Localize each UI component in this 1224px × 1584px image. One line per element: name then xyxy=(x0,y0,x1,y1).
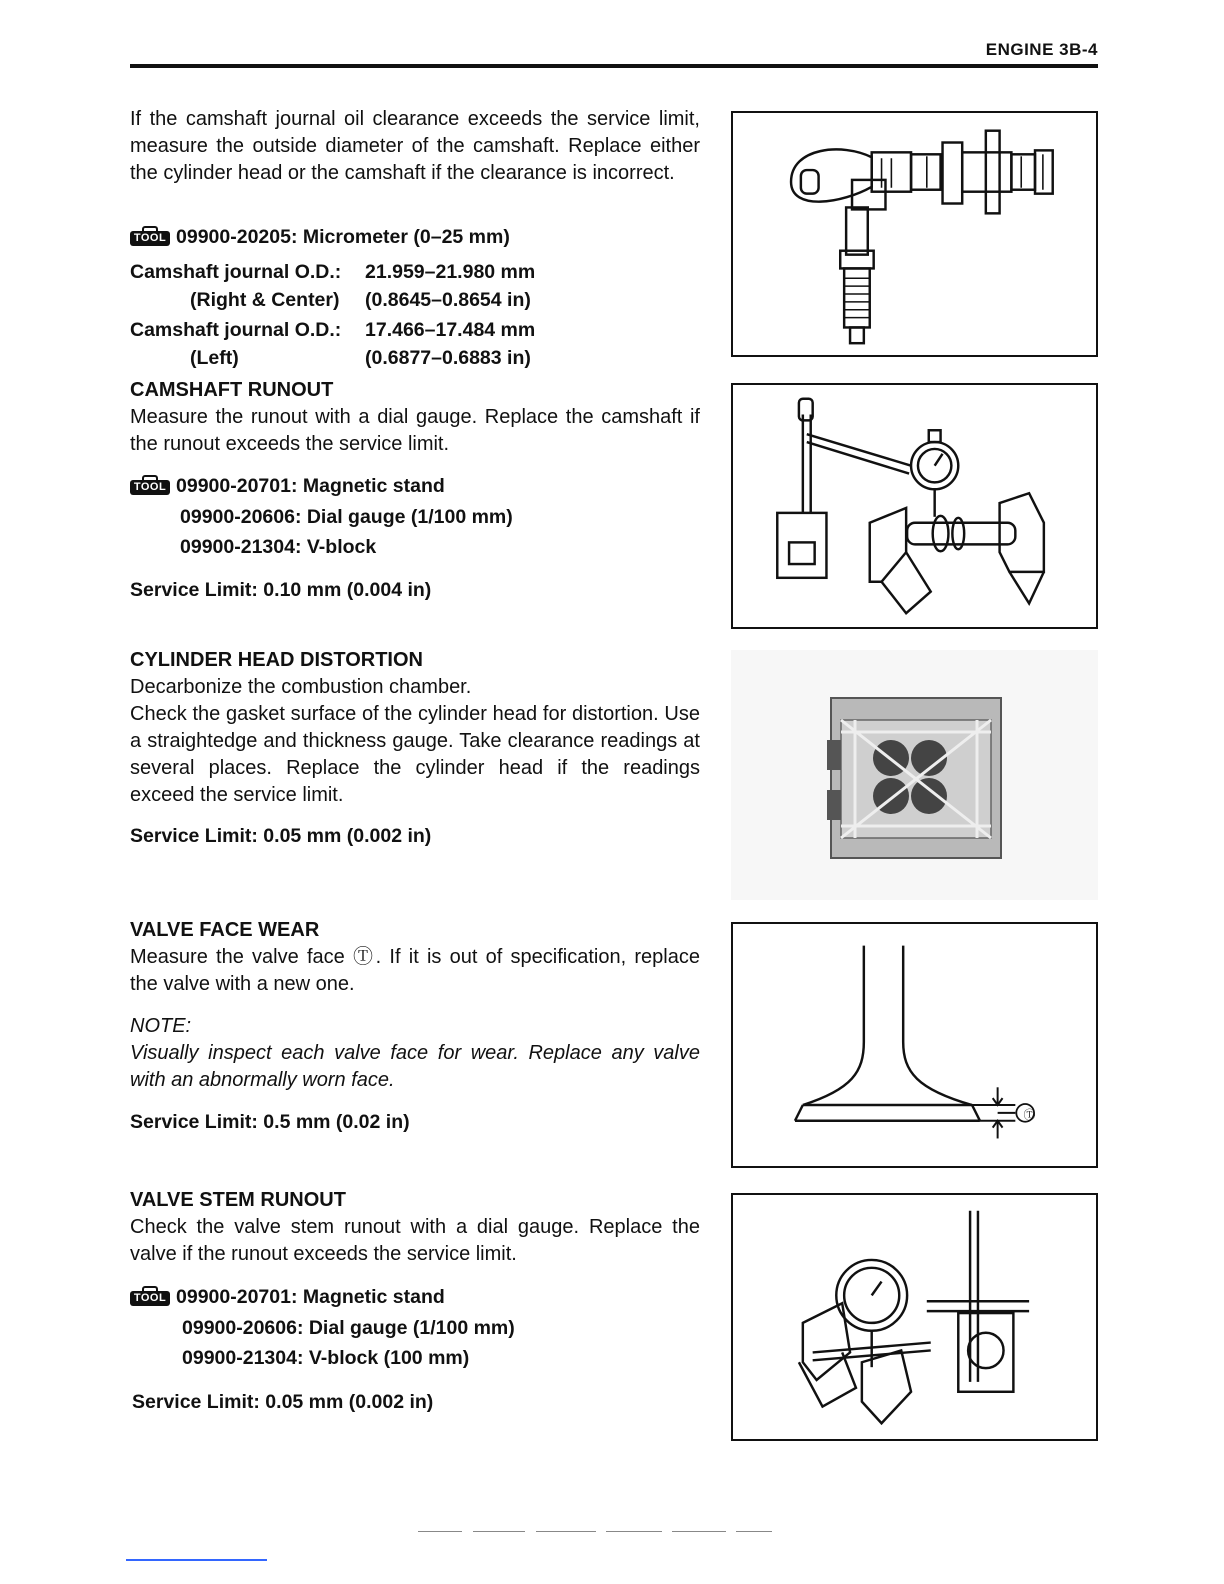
journal-tool-line xyxy=(130,224,510,251)
runout-tool-3: 09900-21304: V-block xyxy=(180,536,377,558)
valve-stem-heading: VALVE STEM RUNOUT xyxy=(130,1189,346,1211)
spec1-value: 21.959–21.980 mm xyxy=(365,261,536,283)
spec2-value: 17.466–17.484 mm xyxy=(365,319,536,341)
distortion-text-1: Decarbonize the combustion chamber. xyxy=(130,676,472,698)
journal-intro-text: If the camshaft journal oil clearance exceeds the service limit, measure the outside diameter of the camshaft. Replace either the cylinder head or the camshaft if the clearance is incorrect. xyxy=(130,108,700,184)
footer-dash xyxy=(536,1531,596,1532)
stem-tool-line-1 xyxy=(130,1284,445,1311)
cylinder-head-photo xyxy=(731,650,1098,900)
stem-tool-3: 09900-21304: V-block (100 mm) xyxy=(182,1347,470,1369)
valve-face-service-limit: Service Limit: 0.5 mm (0.02 in) xyxy=(130,1111,410,1133)
valve-face-text: Measure the valve face Ⓣ. If it is out of specification, replace the valve with a new one. xyxy=(130,946,700,995)
distortion-heading: CYLINDER HEAD DISTORTION xyxy=(130,649,423,671)
footer-dash xyxy=(672,1531,726,1532)
cylinder-head-illustration xyxy=(731,650,1098,900)
footer-dash xyxy=(606,1531,662,1532)
runout-service-limit: Service Limit: 0.10 mm (0.004 in) xyxy=(130,579,432,601)
micrometer-illustration xyxy=(733,113,1096,355)
footer-dash xyxy=(473,1531,525,1532)
camshaft-runout-figure xyxy=(731,383,1098,629)
page-header-title: ENGINE 3B-4 xyxy=(985,40,1098,59)
spec1-label: Camshaft journal O.D.: xyxy=(130,261,342,283)
camshaft-runout-heading: CAMSHAFT RUNOUT xyxy=(130,379,334,401)
journal-tool-text: 09900-20205: Micrometer (0–25 mm) xyxy=(176,226,510,248)
bottom-link-bar xyxy=(126,1559,267,1561)
footer-dash xyxy=(736,1531,772,1532)
toolbox-icon: TOOL xyxy=(130,1286,170,1306)
stem-tool-1: 09900-20701: Magnetic stand xyxy=(176,1286,445,1308)
valve-illustration xyxy=(733,924,1096,1166)
toolbox-icon: TOOL xyxy=(130,475,170,495)
distortion-text-2: Check the gasket surface of the cylinder head for distortion. Use a straightedge and thickness gauge. Take clearance readings at several places. Replace the cylinder head if the readings exceed the service limit. xyxy=(130,703,700,806)
runout-tool-line-1 xyxy=(130,473,445,500)
note-label: NOTE: xyxy=(130,1015,192,1037)
spec2-sub-label: (Left) xyxy=(190,347,239,369)
valve-face-figure xyxy=(731,922,1098,1168)
valve-stem-gauge-illustration xyxy=(733,1195,1096,1439)
runout-tool-2: 09900-20606: Dial gauge (1/100 mm) xyxy=(180,506,513,528)
header-rule xyxy=(130,64,1098,68)
spec2-label: Camshaft journal O.D.: xyxy=(130,319,342,341)
dial-gauge-illustration xyxy=(733,385,1096,627)
toolbox-icon: TOOL xyxy=(130,226,170,246)
footer-dash xyxy=(418,1531,462,1532)
valve-stem-runout-figure xyxy=(731,1193,1098,1441)
spec1-sub-label: (Right & Center) xyxy=(190,289,340,311)
distortion-service-limit: Service Limit: 0.05 mm (0.002 in) xyxy=(130,825,432,847)
stem-service-limit: Service Limit: 0.05 mm (0.002 in) xyxy=(132,1391,434,1413)
spec2-sub-value: (0.6877–0.6883 in) xyxy=(365,347,531,369)
micrometer-figure xyxy=(731,111,1098,357)
camshaft-runout-text: Measure the runout with a dial gauge. Replace the camshaft if the runout exceeds the service limit. xyxy=(130,406,700,455)
note-text: Visually inspect each valve face for wear. Replace any valve with an abnormally worn face. xyxy=(130,1042,700,1091)
stem-tool-2: 09900-20606: Dial gauge (1/100 mm) xyxy=(182,1317,515,1339)
valve-face-heading: VALVE FACE WEAR xyxy=(130,919,320,941)
runout-tool-1: 09900-20701: Magnetic stand xyxy=(176,475,445,497)
valve-stem-text: Check the valve stem runout with a dial gauge. Replace the valve if the runout exceeds the service limit. xyxy=(130,1216,700,1265)
spec1-sub-value: (0.8645–0.8654 in) xyxy=(365,289,531,311)
valve-face-t-label: Ⓣ xyxy=(1023,1108,1036,1122)
